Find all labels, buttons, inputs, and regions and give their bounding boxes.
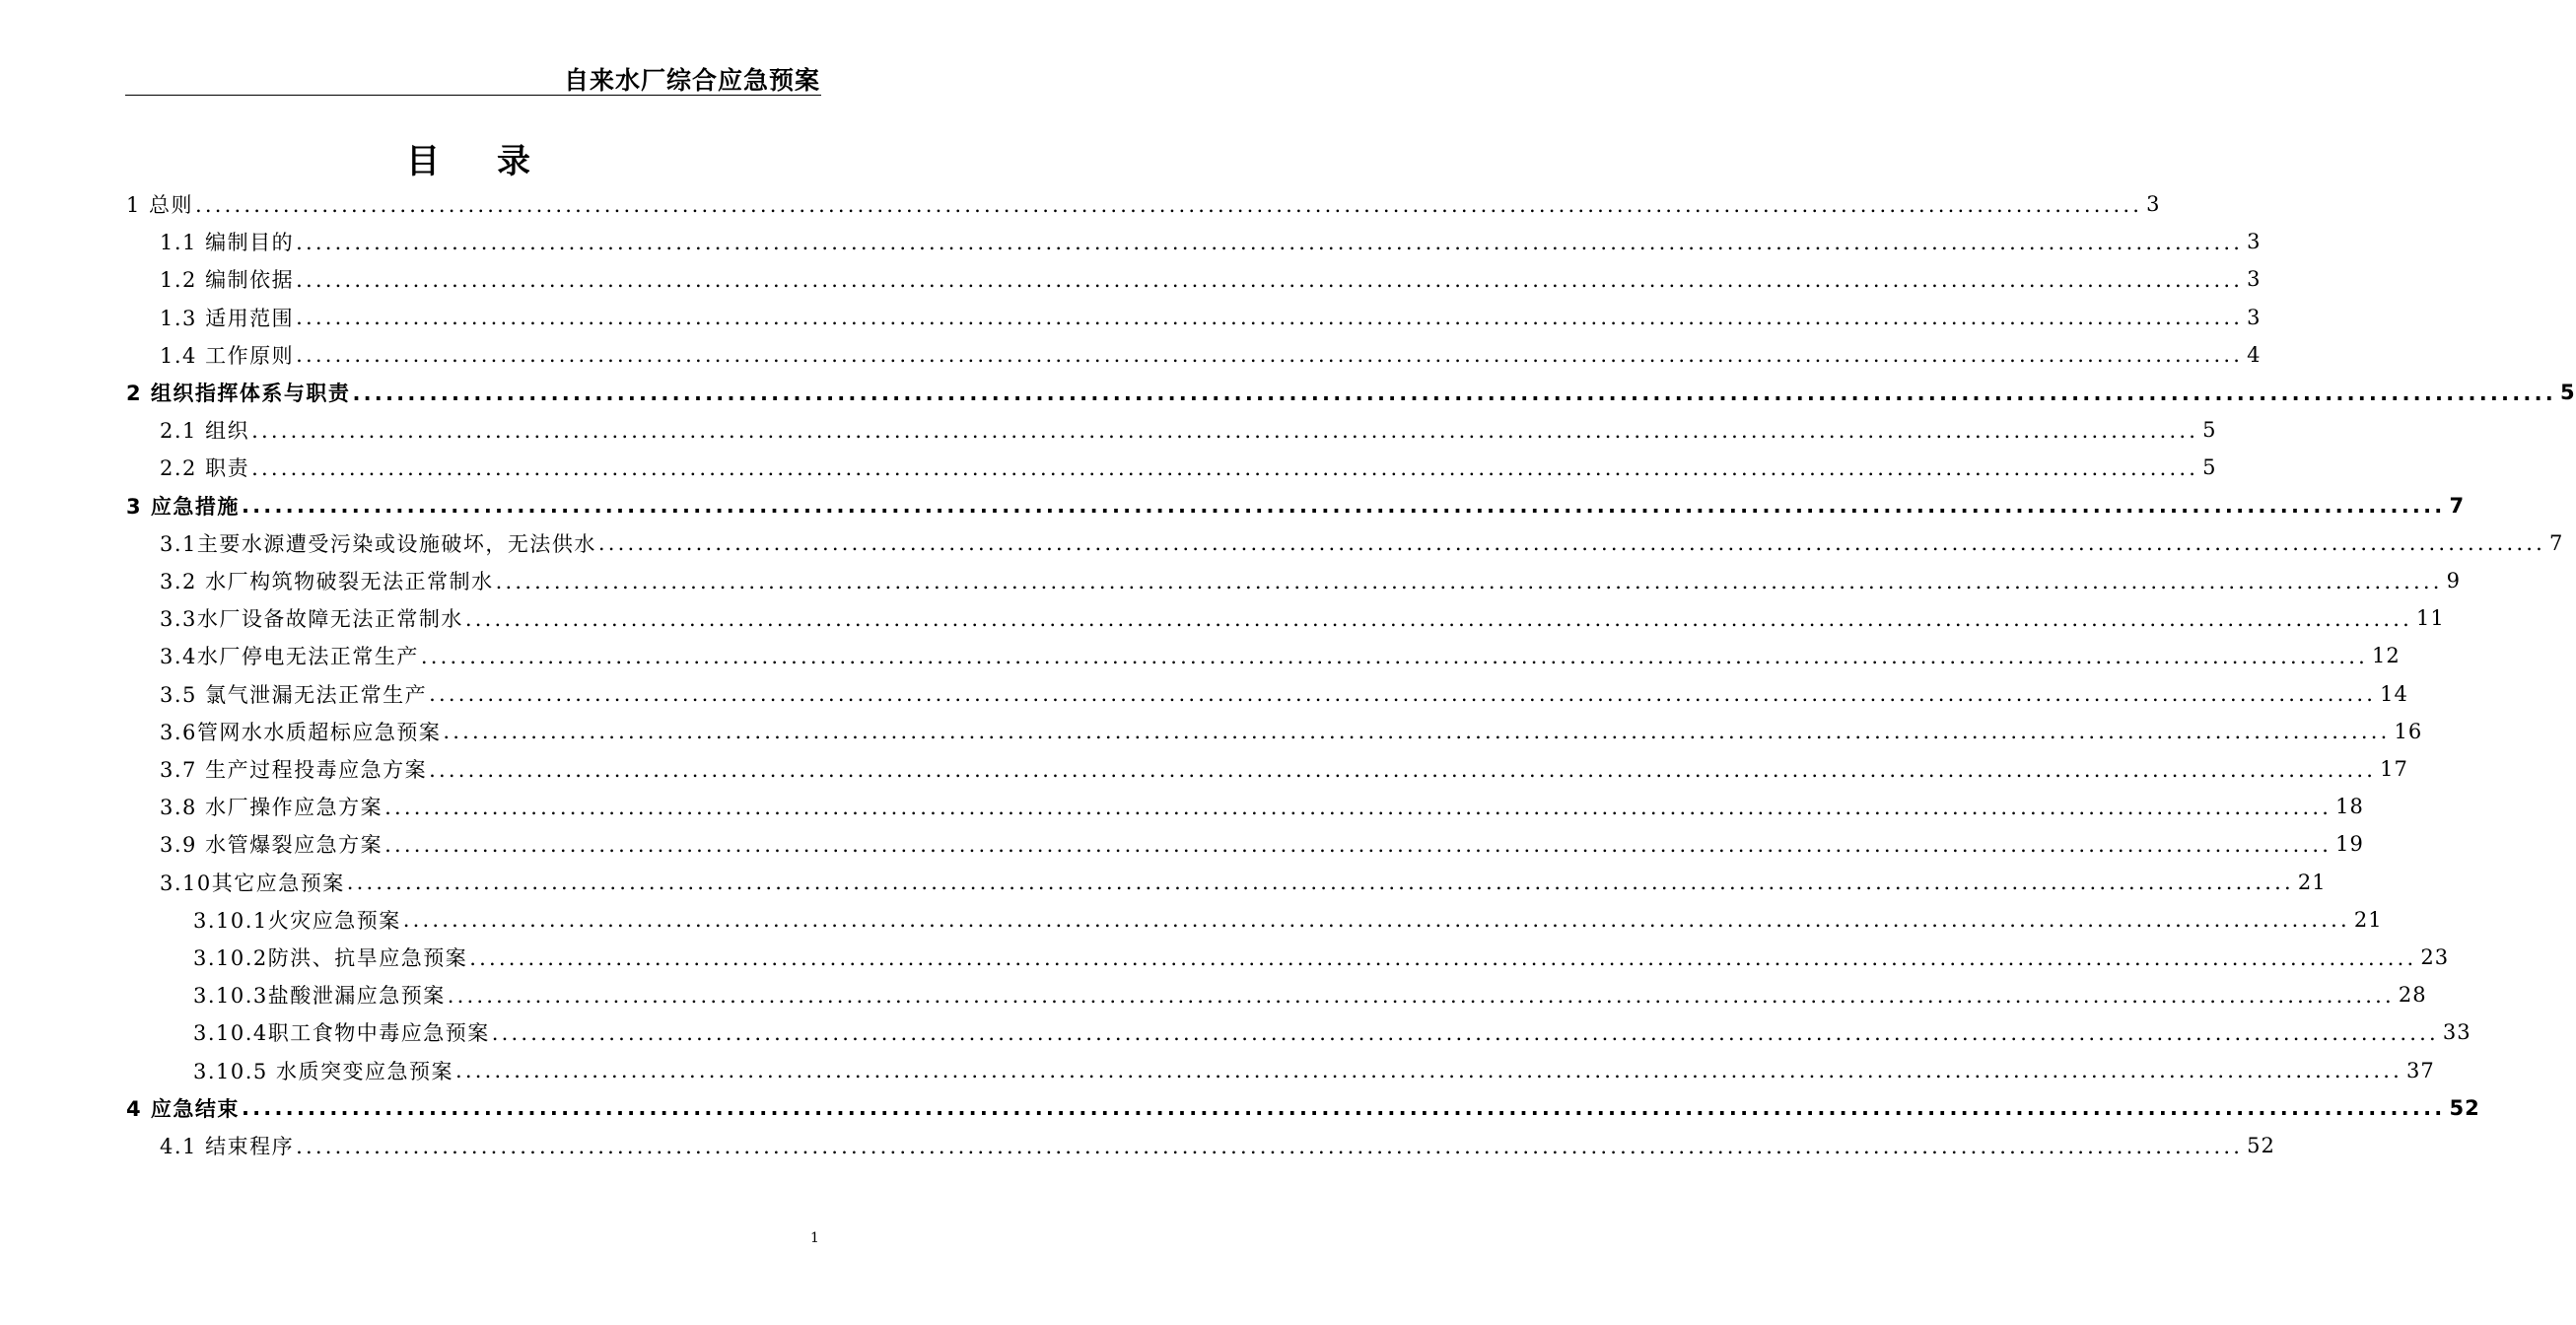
toc-entry-label: 3.9 水管爆裂应急方案	[160, 833, 383, 858]
header-rule	[125, 95, 821, 96]
toc-entry-page: 3	[2247, 267, 2262, 292]
toc-entry[interactable]	[0, 976, 2427, 1013]
toc-entry[interactable]	[0, 487, 2466, 524]
toc-entry-page: 17	[2380, 757, 2408, 781]
toc-heading-left: 目	[406, 142, 440, 181]
toc-entry-label: 3.1主要水源遭受污染或设施破坏，无法供水	[160, 531, 596, 556]
toc-leader-dots: ........................................................................................................................................................................................................	[597, 531, 2545, 556]
toc-entry[interactable]	[0, 185, 2161, 223]
toc-leader-dots: ........................................................................................................................................................................................................	[296, 230, 2244, 254]
toc-leader-dots: ........................................................................................................................................................................................................	[402, 908, 2350, 933]
toc-entry[interactable]	[0, 599, 2445, 637]
toc-entry[interactable]	[0, 1052, 2435, 1089]
toc-entry-page: 23	[2420, 945, 2450, 969]
toc-entry-page: 16	[2394, 719, 2423, 743]
toc-leader-dots: ........................................................................................................................................................................................................	[352, 381, 2556, 405]
toc-entry-page: 18	[2335, 795, 2364, 819]
page-number: 1	[810, 1230, 819, 1246]
running-header-title: 自来水厂综合应急预案	[563, 66, 820, 95]
toc-entry-label: 3.10.1火灾应急预案	[193, 908, 401, 933]
toc-entry-label: 1.2 编制依据	[160, 268, 295, 293]
toc-entry-page: 7	[2548, 530, 2564, 555]
toc-entry-label: 1.1 编制目的	[160, 231, 295, 255]
toc-entry-page: 52	[2449, 1095, 2480, 1120]
toc-entry-label: 2 组织指挥体系与职责	[126, 382, 351, 405]
toc-entry[interactable]	[0, 524, 2564, 562]
toc-entry-label: 1.4 工作原则	[160, 343, 295, 368]
toc-entry-label: 3.4水厂停电无法正常生产	[160, 645, 419, 669]
toc-entry-label: 1 总则	[126, 193, 194, 217]
toc-entry-label: 2.1 组织	[160, 419, 250, 444]
toc-entry-label: 1.3 适用范围	[160, 306, 295, 330]
toc-heading	[0, 134, 937, 182]
toc-entry[interactable]	[0, 374, 2576, 411]
toc-leader-dots: ........................................................................................................................................................................................................	[464, 606, 2412, 631]
toc-leader-dots: ........................................................................................................................................................................................................	[454, 1059, 2403, 1083]
toc-leader-dots: ........................................................................................................................................................................................................	[241, 494, 2446, 519]
toc-entry[interactable]	[0, 411, 2217, 449]
toc-entry-page: 52	[2247, 1134, 2275, 1157]
toc-entry[interactable]	[0, 825, 2364, 863]
toc-entry[interactable]	[0, 260, 2262, 298]
toc-entry[interactable]	[0, 336, 2262, 374]
toc-entry[interactable]	[0, 901, 2383, 939]
toc-entry-page: 3	[2146, 192, 2161, 216]
toc-entry-label: 3.7 生产过程投毒应急方案	[160, 758, 428, 782]
toc-entry[interactable]	[0, 223, 2262, 260]
toc-entry[interactable]	[0, 1127, 2275, 1164]
toc-entry-page: 33	[2442, 1020, 2472, 1045]
toc-entry[interactable]	[0, 939, 2450, 976]
toc-leader-dots: ........................................................................................................................................................................................................	[251, 418, 2199, 443]
toc-leader-dots: ........................................................................................................................................................................................................	[241, 1096, 2446, 1121]
toc-entry-label: 3.10.3盐酸泄漏应急预案	[193, 984, 446, 1009]
toc-leader-dots: ........................................................................................................................................................................................................	[296, 306, 2244, 330]
toc-entry-label: 3.3水厂设备故障无法正常制水	[160, 607, 463, 632]
toc-entry[interactable]	[0, 562, 2462, 599]
toc-entry[interactable]	[0, 637, 2401, 674]
toc-leader-dots: ........................................................................................................................................................................................................	[195, 192, 2143, 217]
toc-entry-label: 4 应急结束	[126, 1096, 240, 1121]
toc-entry-page: 7	[2449, 493, 2466, 518]
toc-entry-label: 3.10.4职工食物中毒应急预案	[193, 1021, 490, 1046]
toc-entry[interactable]	[0, 1089, 2480, 1127]
toc-entry-page: 3	[2247, 230, 2262, 254]
toc-entry-page: 5	[2202, 455, 2217, 480]
toc-leader-dots: ........................................................................................................................................................................................................	[420, 644, 2368, 668]
toc-entry[interactable]	[0, 713, 2423, 750]
toc-entry-label: 2.2 职责	[160, 456, 250, 481]
toc-entry-label: 3.10其它应急预案	[160, 871, 345, 895]
toc-leader-dots: ........................................................................................................................................................................................................	[384, 832, 2332, 857]
toc-entry-label: 3.2 水厂构筑物破裂无法正常制水	[160, 570, 494, 593]
toc-leader-dots: ........................................................................................................................................................................................................	[429, 757, 2377, 782]
toc-entry-label: 3.10.2防洪、抗旱应急预案	[193, 946, 468, 970]
toc-entry-page: 11	[2415, 606, 2445, 631]
toc-entry-label: 3.5 氯气泄漏无法正常生产	[160, 682, 428, 707]
toc-entry-page: 21	[2297, 870, 2327, 894]
toc-entry-page: 9	[2446, 569, 2462, 593]
toc-entry[interactable]	[0, 864, 2327, 901]
toc-leader-dots: ........................................................................................................................................................................................................	[346, 871, 2294, 895]
toc-entry-label: 4.1 结束程序	[160, 1135, 295, 1158]
toc-leader-dots: ........................................................................................................................................................................................................	[495, 569, 2443, 593]
toc-leader-dots: ........................................................................................................................................................................................................	[251, 455, 2199, 480]
toc-leader-dots: ........................................................................................................................................................................................................	[469, 945, 2417, 970]
toc-entry-page: 14	[2380, 681, 2408, 706]
toc-entry[interactable]	[0, 449, 2217, 486]
toc-entry-page: 21	[2353, 907, 2383, 932]
toc-leader-dots: ........................................................................................................................................................................................................	[491, 1020, 2439, 1045]
toc-leader-dots: ........................................................................................................................................................................................................	[447, 983, 2395, 1008]
toc-leader-dots: ........................................................................................................................................................................................................	[429, 682, 2377, 707]
toc-entry-label: 3.6管网水水质超标应急预案	[160, 720, 442, 744]
toc-entry-page: 37	[2406, 1058, 2435, 1082]
toc-entry-label: 3.8 水厂操作应急方案	[160, 796, 383, 820]
toc-entry-page: 12	[2371, 644, 2401, 668]
toc-heading-right: 录	[497, 142, 530, 181]
toc-entry[interactable]	[0, 1013, 2472, 1051]
toc-entry-label: 3.10.5 水质突变应急预案	[193, 1059, 453, 1083]
toc-leader-dots: ........................................................................................................................................................................................................	[296, 267, 2244, 292]
toc-entry[interactable]	[0, 788, 2364, 825]
toc-entry-page: 19	[2335, 832, 2364, 857]
toc-entry[interactable]	[0, 299, 2262, 336]
toc-entry-page: 28	[2398, 983, 2427, 1008]
toc-leader-dots: ........................................................................................................................................................................................................	[296, 343, 2244, 368]
toc-entry[interactable]	[0, 750, 2408, 788]
toc-entry-page: 5	[2559, 381, 2576, 404]
toc-entry-page: 4	[2247, 342, 2262, 367]
toc-leader-dots: ........................................................................................................................................................................................................	[384, 795, 2332, 819]
toc-entry-page: 3	[2247, 305, 2262, 329]
toc-entry[interactable]	[0, 675, 2408, 713]
toc-leader-dots: ........................................................................................................................................................................................................	[443, 720, 2391, 744]
toc-entry-label: 3 应急措施	[126, 494, 240, 519]
toc-leader-dots: ........................................................................................................................................................................................................	[296, 1134, 2244, 1158]
toc-entry-page: 5	[2202, 418, 2217, 443]
